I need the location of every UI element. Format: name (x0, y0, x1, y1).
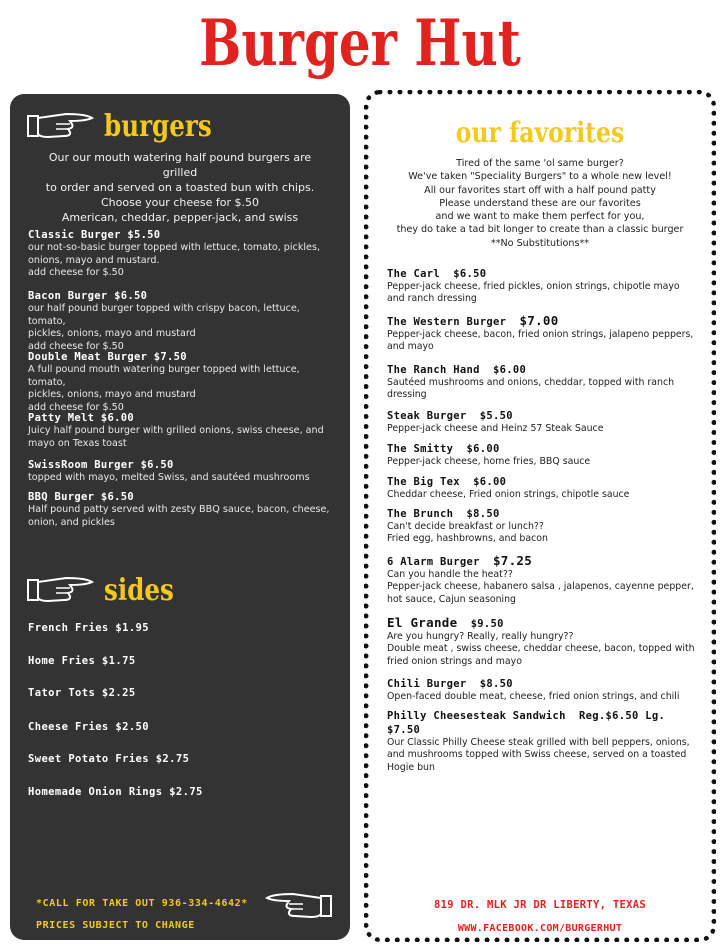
intro-line: We've taken "Speciality Burgers" to a whole new level! (408, 171, 672, 183)
item-desc: Pepper-jack cheese, habanero salsa , jalapenos, cayenne pepper, (387, 581, 694, 593)
side-item: Cheese Fries $2.50 (28, 721, 149, 733)
intro-line: Please understand these are our favorites (439, 197, 641, 209)
item-desc: fried onion strings and mayo (387, 655, 522, 667)
favorite-item-the-smitty (387, 442, 697, 468)
side-item: Tator Tots $2.25 (28, 687, 136, 699)
menu-item-bacon-burger (28, 289, 338, 353)
menu-item-classic-burger (28, 228, 338, 280)
favorite-item-ranch-hand (387, 363, 697, 402)
item-name: Chili Burger $8.50 (387, 678, 513, 690)
restaurant-address: 819 DR. MLK JR DR LIBERTY, TEXAS (434, 899, 646, 911)
item-desc: Cheddar cheese, Fried onion strings, chipotle sauce (387, 489, 630, 500)
intro-line: **No Substitutions** (490, 237, 590, 249)
item-price: $9.50 (470, 618, 504, 630)
item-desc: onion, and pickles (28, 516, 115, 528)
item-desc: Are you hungry? Really, really hungry?? (387, 631, 574, 642)
item-desc: Pepper-jack cheese, fried pickles, onion strings, chipotle mayo (387, 281, 680, 292)
item-desc: our not-so-basic burger topped with lettuce, tomato, pickles, (28, 242, 321, 253)
pointing-hand-icon (262, 888, 334, 922)
item-desc: dressing (387, 389, 427, 401)
item-name: 6 Alarm Burger $7.25 (387, 553, 533, 568)
item-name: The Ranch Hand $6.00 (387, 364, 527, 376)
item-desc: Hogie bun (387, 761, 435, 773)
item-name: BBQ Burger $6.50 (28, 491, 134, 503)
takeout-phone: *CALL FOR TAKE OUT 936-334-4642* (36, 898, 248, 909)
menu-item-double-meat-burger (28, 350, 338, 414)
favorite-item-the-carl (387, 267, 697, 306)
item-desc: mayo on Texas toast (28, 437, 127, 449)
item-price: $6.00 (466, 443, 500, 455)
intro-line: they do take a tad bit longer to create than a classic burger (396, 224, 684, 236)
side-item: Home Fries $1.75 (28, 655, 136, 667)
item-name: Classic Burger $5.50 (28, 229, 161, 241)
item-name: El Grande $9.50 (387, 615, 504, 630)
item-desc: add cheese for $.50 (28, 267, 124, 278)
favorites-heading: our favorites (455, 116, 625, 149)
favorites-intro (379, 157, 701, 250)
intro-line: Tired of the same 'ol same burger? (456, 158, 624, 169)
item-desc: A full pound mouth watering burger topped with lettuce, tomato, (28, 364, 300, 388)
item-desc: Sautéed mushrooms and onions, cheddar, topped with ranch (387, 377, 675, 388)
item-desc: Juicy half pound burger with grilled onions, swiss cheese, and (28, 425, 324, 436)
item-desc: Half pound patty served with zesty BBQ sauce, bacon, cheese, (28, 504, 330, 515)
item-name: SwissRoom Burger $6.50 (28, 459, 174, 471)
item-desc: Double meat , swiss cheese, cheddar cheese, bacon, topped with (387, 643, 695, 655)
item-price: $6.00 (473, 476, 507, 488)
item-desc: hot sauce, Cajun seasoning (387, 593, 517, 605)
item-name: Double Meat Burger $7.50 (28, 351, 187, 363)
item-desc: Pepper-jack cheese, home fries, BBQ sauce (387, 456, 591, 467)
item-name: The Brunch $8.50 (387, 508, 500, 520)
favorite-item-chili-burger (387, 677, 697, 703)
burgers-intro (30, 150, 330, 225)
item-desc: topped with mayo, melted Swiss, and sautéed mushrooms (28, 472, 310, 483)
item-price: $8.50 (479, 678, 513, 690)
restaurant-title: Burger Hut (199, 6, 521, 81)
item-price: $6.00 (492, 364, 527, 376)
menu-item-swissroom-burger (28, 458, 338, 485)
item-price: Reg.$6.50 Lg. $7.50 (387, 710, 666, 736)
side-item: Sweet Potato Fries $2.75 (28, 753, 190, 765)
item-desc: our half pound burger topped with crispy bacon, lettuce, tomato, (28, 303, 300, 327)
item-desc: and ranch dressing (387, 293, 477, 305)
intro-line: Choose your cheese for $.50 (100, 196, 259, 209)
prices-notice: PRICES SUBJECT TO CHANGE (36, 920, 195, 931)
menu-item-bbq-burger (28, 490, 338, 529)
item-desc: and mushrooms topped with Swiss cheese, served on a toasted (387, 749, 687, 761)
item-name: The Western Burger $7.00 (387, 313, 559, 328)
item-desc: pickles, onions, mayo and mustard (28, 389, 196, 400)
item-desc: Fried egg, hashbrowns, and bacon (387, 533, 548, 545)
favorite-item-el-grande (387, 616, 697, 668)
intro-line: and we want to make them perfect for you, (435, 211, 645, 223)
side-item: French Fries $1.95 (28, 622, 149, 634)
item-desc: Pepper-jack cheese and Heinz 57 Steak Sauce (387, 423, 604, 434)
favorite-item-western-burger (387, 314, 697, 354)
favorite-item-the-brunch (387, 507, 697, 546)
item-price: $8.50 (466, 508, 500, 520)
item-price: $7.00 (519, 313, 559, 328)
favorites-panel (364, 90, 716, 942)
item-desc: Can't decide breakfast or lunch?? (387, 521, 544, 532)
item-desc: and mayo (387, 341, 434, 353)
item-desc: add cheese for $.50 (28, 401, 124, 413)
item-price: $7.25 (492, 553, 533, 568)
item-name: The Carl $6.50 (387, 268, 487, 280)
item-desc: add cheese for $.50 (28, 340, 124, 352)
item-name: Steak Burger $5.50 (387, 410, 513, 422)
item-desc: Our Classic Philly Cheese steak grilled with bell peppers, onions, (387, 737, 690, 748)
item-desc: Open-faced double meat, cheese, fried onion strings, and chili (387, 691, 680, 702)
item-name: Philly Cheesesteak Sandwich Reg.$6.50 Lg. $7.50 (387, 710, 666, 736)
favorite-item-big-tex (387, 475, 697, 501)
intro-line: All our favorites start off with a half pound patty (424, 184, 656, 196)
item-name: Patty Melt $6.00 (28, 412, 134, 424)
intro-line: Our our mouth watering half pound burgers are grilled (48, 151, 312, 179)
pointing-hand-icon (26, 108, 96, 142)
item-desc: onions, mayo and mustard. (28, 254, 160, 266)
favorite-item-steak-burger (387, 409, 697, 435)
burgers-heading: burgers (104, 109, 212, 144)
item-price: $6.50 (453, 268, 487, 280)
left-menu-panel (10, 94, 350, 940)
intro-line: American, cheddar, pepper-jack, and swiss (61, 211, 299, 224)
intro-line: to order and served on a toasted bun with chips. (45, 181, 315, 194)
menu-item-patty-melt (28, 411, 338, 450)
favorite-item-philly-cheesesteak (387, 709, 697, 774)
item-desc: Can you handle the heat?? (387, 569, 513, 580)
pointing-hand-icon (26, 572, 96, 606)
item-price: $5.50 (479, 410, 513, 422)
side-item: Homemade Onion Rings $2.75 (28, 786, 203, 798)
item-desc: pickles, onions, mayo and mustard (28, 328, 196, 339)
facebook-link[interactable]: WWW.FACEBOOK.COM/BURGERHUT (457, 923, 623, 934)
favorite-item-6-alarm-burger (387, 554, 697, 606)
sides-heading: sides (104, 573, 174, 608)
item-desc: Pepper-jack cheese, bacon, fried onion strings, jalapeno peppers, (387, 329, 694, 340)
item-name: The Smitty $6.00 (387, 443, 500, 455)
item-name: Bacon Burger $6.50 (28, 290, 148, 302)
item-name: The Big Tex $6.00 (387, 476, 507, 488)
